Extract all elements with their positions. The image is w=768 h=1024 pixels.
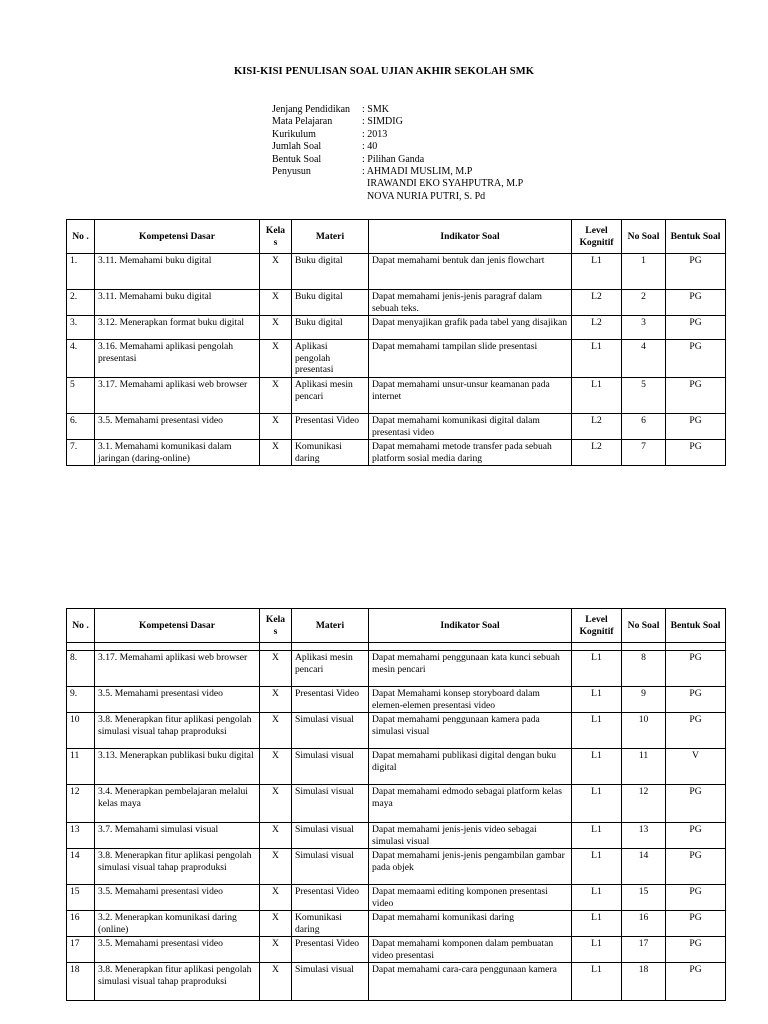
table-cell: L1	[572, 963, 622, 1001]
meta-value: : Pilihan Ganda	[362, 153, 425, 165]
table-row	[67, 378, 726, 414]
table-cell: 3.11. Memahami buku digital	[95, 254, 260, 290]
meta-label	[272, 178, 362, 190]
table-cell: Presentasi Video	[292, 937, 369, 963]
meta-label: Jumlah Soal	[272, 141, 322, 153]
spacer-cell	[292, 643, 369, 651]
meta-label: Jenjang Pendidikan	[272, 104, 351, 115]
table-cell: PG	[666, 414, 726, 440]
column-header: Indikator Soal	[369, 609, 572, 643]
table-cell: L2	[572, 290, 622, 316]
table-cell: Dapat memaami editing komponen presentasi video	[369, 885, 572, 911]
table-cell: 7	[622, 440, 666, 466]
table-cell: L1	[572, 849, 622, 885]
kisi-kisi-table-2	[66, 608, 726, 1001]
table-cell: PG	[666, 885, 726, 911]
document-meta	[272, 104, 523, 203]
table-cell: Simulasi visual	[292, 713, 369, 749]
table-cell: 2.	[67, 290, 95, 316]
table-cell: X	[260, 687, 292, 713]
column-header: Materi	[292, 609, 369, 643]
table-cell: X	[260, 340, 292, 378]
table-cell: L1	[572, 340, 622, 378]
table-cell: X	[260, 937, 292, 963]
meta-label	[272, 191, 362, 203]
meta-row	[272, 191, 523, 203]
table-cell: Dapat memahami jenis-jenis paragraf dalam sebuah teks.	[369, 290, 572, 316]
meta-value: : SMK	[362, 104, 389, 115]
table-cell: L1	[572, 937, 622, 963]
table-cell: 3.8. Menerapkan fitur aplikasi pengolah simulasi visual tahap praproduksi	[95, 849, 260, 885]
column-header: Kela s	[260, 220, 292, 254]
table-cell: 12	[622, 785, 666, 823]
table-cell: Presentasi Video	[292, 414, 369, 440]
table-cell: X	[260, 749, 292, 785]
table-cell: 3.5. Memahami presentasi video	[95, 687, 260, 713]
table-cell: 2	[622, 290, 666, 316]
table-row	[67, 911, 726, 937]
table-cell: 9	[622, 687, 666, 713]
table-cell: PG	[666, 316, 726, 340]
table-cell: 1.	[67, 254, 95, 290]
table-header-row	[67, 609, 726, 643]
table-cell: X	[260, 651, 292, 687]
table-cell: 4	[622, 340, 666, 378]
table-cell: PG	[666, 440, 726, 466]
table-cell: Dapat memahami cara-cara penggunaan kamera	[369, 963, 572, 1001]
table-cell: 15	[67, 885, 95, 911]
table-row	[67, 340, 726, 378]
meta-value: : 40	[362, 141, 378, 153]
table-cell: 3.5. Memahami presentasi video	[95, 414, 260, 440]
column-header: Kela s	[260, 609, 292, 643]
table-cell: Buku digital	[292, 290, 369, 316]
table-cell: Dapat memahami komunikasi daring	[369, 911, 572, 937]
table-cell: 16	[67, 911, 95, 937]
table-cell: 18	[622, 963, 666, 1001]
table-cell: X	[260, 713, 292, 749]
meta-row	[272, 116, 523, 128]
table-cell: X	[260, 885, 292, 911]
table-cell: 3.5. Memahami presentasi video	[95, 937, 260, 963]
table-cell: 1	[622, 254, 666, 290]
table-cell: Dapat memahami tampilan slide presentasi	[369, 340, 572, 378]
table-cell: 6.	[67, 414, 95, 440]
table-cell: 3.12. Menerapkan format buku digital	[95, 316, 260, 340]
table-cell: Dapat memahami metode transfer pada sebuah platform sosial media daring	[369, 440, 572, 466]
table-cell: 18	[67, 963, 95, 1001]
meta-value: NOVA NURIA PUTRI, S. Pd	[362, 190, 486, 202]
table-cell: 3.7. Memahami simulasi visual	[95, 823, 260, 849]
column-header: No Soal	[622, 609, 666, 643]
column-header: Bentuk Soal	[666, 220, 726, 254]
table-cell: L2	[572, 440, 622, 466]
table-cell: Dapat memahami jenis-jenis video sebagai simulasi visual	[369, 823, 572, 849]
table-cell: Presentasi Video	[292, 885, 369, 911]
kisi-kisi-table-1	[66, 219, 726, 466]
table-row	[67, 414, 726, 440]
table-cell: PG	[666, 290, 726, 316]
table-cell: L1	[572, 785, 622, 823]
meta-value: : AHMADI MUSLIM, M.P	[362, 166, 473, 178]
spacer-cell	[369, 643, 572, 651]
table-cell: X	[260, 823, 292, 849]
meta-row	[272, 104, 523, 116]
table-cell: L1	[572, 378, 622, 414]
table-cell: X	[260, 414, 292, 440]
table-cell: X	[260, 849, 292, 885]
table-cell: X	[260, 378, 292, 414]
table-cell: 14	[67, 849, 95, 885]
spacer-cell	[622, 643, 666, 651]
table-cell: 17	[622, 937, 666, 963]
meta-label: Penyusun	[272, 166, 311, 178]
spacer-cell	[666, 643, 726, 651]
table-row	[67, 290, 726, 316]
table-cell: Dapat memahami bentuk dan jenis flowchart	[369, 254, 572, 290]
table-cell: Presentasi Video	[292, 687, 369, 713]
table-cell: 7.	[67, 440, 95, 466]
table-cell: X	[260, 911, 292, 937]
table-cell: L1	[572, 651, 622, 687]
table-row	[67, 849, 726, 885]
table-cell: 12	[67, 785, 95, 823]
table-cell: Simulasi visual	[292, 823, 369, 849]
column-header: Materi	[292, 220, 369, 254]
table-row	[67, 254, 726, 290]
table-cell: Komunikasi daring	[292, 440, 369, 466]
table-row	[67, 713, 726, 749]
table-cell: Dapat menyajikan grafik pada tabel yang disajikan	[369, 316, 572, 340]
table-cell: Buku digital	[292, 316, 369, 340]
table-cell: 5	[622, 378, 666, 414]
meta-label: Kurikulum	[272, 128, 316, 140]
table-cell: L1	[572, 749, 622, 785]
meta-row	[272, 166, 523, 178]
table-cell: Dapat memahami penggunaan kata kunci sebuah mesin pencari	[369, 651, 572, 687]
column-header: Bentuk Soal	[666, 609, 726, 643]
table-cell: 4.	[67, 340, 95, 378]
meta-value: IRAWANDI EKO SYAHPUTRA, M.P	[362, 178, 524, 190]
table-cell: 15	[622, 885, 666, 911]
table-cell: Dapat memahami komunikasi digital dalam presentasi video	[369, 414, 572, 440]
meta-row	[272, 178, 523, 190]
table-cell: X	[260, 316, 292, 340]
meta-label: Mata Pelajaran	[272, 116, 333, 128]
table-cell: 3.8. Menerapkan fitur aplikasi pengolah simulasi visual tahap praproduksi	[95, 713, 260, 749]
table-cell: Simulasi visual	[292, 963, 369, 1001]
table-cell: PG	[666, 651, 726, 687]
table-cell: 5	[67, 378, 95, 414]
table-cell: 3.8. Menerapkan fitur aplikasi pengolah simulasi visual tahap praproduksi	[95, 963, 260, 1001]
table-cell: L2	[572, 316, 622, 340]
meta-row	[272, 141, 523, 153]
table-cell: PG	[666, 254, 726, 290]
table-cell: 3.13. Menerapkan publikasi buku digital	[95, 749, 260, 785]
table-cell: 14	[622, 849, 666, 885]
table-cell: 13	[622, 823, 666, 849]
table-cell: Dapat memahami edmodo sebagai platform kelas maya	[369, 785, 572, 823]
table-cell: X	[260, 290, 292, 316]
table-cell: V	[666, 749, 726, 785]
table-cell: 10	[67, 713, 95, 749]
table-cell: Dapat memahami unsur-unsur keamanan pada internet	[369, 378, 572, 414]
table-cell: 8	[622, 651, 666, 687]
table-cell: 3	[622, 316, 666, 340]
column-header: Indikator Soal	[369, 220, 572, 254]
table-cell: 9.	[67, 687, 95, 713]
column-header: Kompetensi Dasar	[95, 609, 260, 643]
meta-label: Bentuk Soal	[272, 153, 322, 165]
table-cell: Buku digital	[292, 254, 369, 290]
table-row	[67, 823, 726, 849]
table-cell: PG	[666, 849, 726, 885]
table-row	[67, 963, 726, 1001]
table-cell: X	[260, 963, 292, 1001]
table-body	[67, 254, 726, 466]
table-header-row	[67, 220, 726, 254]
table-row	[67, 937, 726, 963]
table-row	[67, 785, 726, 823]
table-cell: 3.2. Menerapkan komunikasi daring (online)	[95, 911, 260, 937]
meta-value: : 2013	[362, 128, 388, 140]
table-cell: Simulasi visual	[292, 849, 369, 885]
column-header: Level Kognitif	[572, 220, 622, 254]
table-row	[67, 687, 726, 713]
table-row	[67, 749, 726, 785]
table-cell: 10	[622, 713, 666, 749]
table-cell: L2	[572, 414, 622, 440]
table-cell: 8.	[67, 651, 95, 687]
table-cell: Komunikasi daring	[292, 911, 369, 937]
table-cell: 11	[622, 749, 666, 785]
table-cell: Aplikasi mesin pencari	[292, 378, 369, 414]
table-cell: 13	[67, 823, 95, 849]
table-cell: L1	[572, 687, 622, 713]
table-cell: PG	[666, 823, 726, 849]
table-body	[67, 643, 726, 1001]
table-cell: PG	[666, 687, 726, 713]
table-cell: 11	[67, 749, 95, 785]
spacer-cell	[260, 643, 292, 651]
meta-row	[272, 154, 523, 166]
table-cell: Simulasi visual	[292, 749, 369, 785]
column-header: Level Kognitif	[572, 609, 622, 643]
table-cell: X	[260, 785, 292, 823]
column-header: No Soal	[622, 220, 666, 254]
table-cell: Dapat memahami penggunaan kamera pada simulasi visual	[369, 713, 572, 749]
table-cell: PG	[666, 713, 726, 749]
table-cell: 3.11. Memahami buku digital	[95, 290, 260, 316]
spacer-row	[67, 643, 726, 651]
table-cell: 16	[622, 911, 666, 937]
table-cell: 3.16. Memahami aplikasi pengolah presentasi	[95, 340, 260, 378]
column-header: No .	[67, 609, 95, 643]
table-cell: X	[260, 440, 292, 466]
table-cell: PG	[666, 340, 726, 378]
table-cell: Dapat Memahami konsep storyboard dalam elemen-elemen presentasi video	[369, 687, 572, 713]
table-cell: 3.1. Memahami komunikasi dalam jaringan (daring-online)	[95, 440, 260, 466]
table-cell: PG	[666, 937, 726, 963]
table-cell: 3.	[67, 316, 95, 340]
table-cell: 6	[622, 414, 666, 440]
column-header: No .	[67, 220, 95, 254]
meta-value: : SIMDIG	[362, 116, 403, 128]
table-cell: L1	[572, 823, 622, 849]
table-cell: Simulasi visual	[292, 785, 369, 823]
table-cell: Aplikasi pengolah presentasi	[292, 340, 369, 378]
column-header: Kompetensi Dasar	[95, 220, 260, 254]
table-cell: Dapat memahami publikasi digital dengan buku digital	[369, 749, 572, 785]
table-cell: 3.5. Memahami presentasi video	[95, 885, 260, 911]
table-cell: L1	[572, 911, 622, 937]
table-cell: PG	[666, 378, 726, 414]
spacer-cell	[67, 643, 95, 651]
meta-row	[272, 129, 523, 141]
table-cell: 3.17. Memahami aplikasi web browser	[95, 651, 260, 687]
table-cell: PG	[666, 785, 726, 823]
table-row	[67, 316, 726, 340]
table-cell: PG	[666, 911, 726, 937]
table-cell: PG	[666, 963, 726, 1001]
table-cell: Dapat memahami komponen dalam pembuatan video presentasi	[369, 937, 572, 963]
spacer-cell	[572, 643, 622, 651]
table-cell: 3.4. Menerapkan pembelajaran melalui kelas maya	[95, 785, 260, 823]
table-row	[67, 651, 726, 687]
table-cell: L1	[572, 885, 622, 911]
table-cell: 3.17. Memahami aplikasi web browser	[95, 378, 260, 414]
table-cell: 17	[67, 937, 95, 963]
document-title: KISI-KISI PENULISAN SOAL UJIAN AKHIR SEKOLAH SMK	[233, 66, 535, 77]
table-row	[67, 885, 726, 911]
table-row	[67, 440, 726, 466]
table-cell: Dapat memahami jenis-jenis pengambilan gambar pada objek	[369, 849, 572, 885]
table-cell: L1	[572, 713, 622, 749]
table-cell: L1	[572, 254, 622, 290]
table-cell: Aplikasi mesin pencari	[292, 651, 369, 687]
table-cell: X	[260, 254, 292, 290]
spacer-cell	[95, 643, 260, 651]
